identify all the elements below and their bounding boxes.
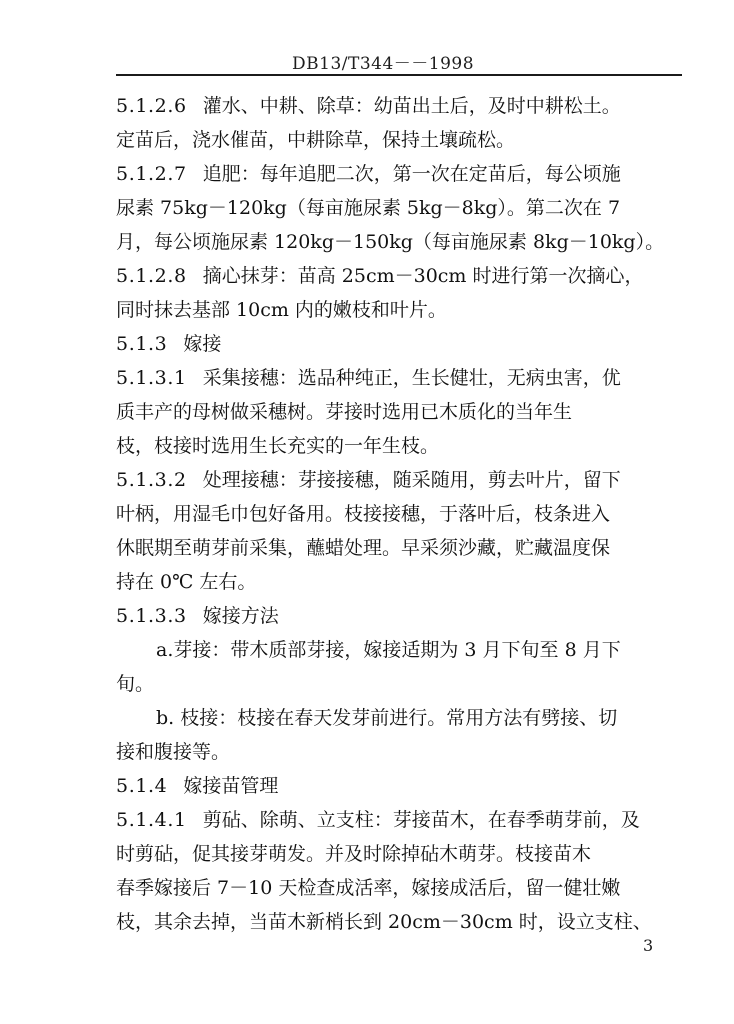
- line-text-10: 质丰产的母树做采穗树。芽接时选用已木质化的当年生: [116, 401, 573, 423]
- text-line-11: [116, 434, 439, 458]
- line-text-4: 尿素 75kg－120kg（每亩施尿素 5kg－8kg）。第二次在 7: [116, 197, 621, 219]
- text-line-5: [116, 230, 664, 254]
- text-line-21: [116, 774, 278, 798]
- text-line-18: [116, 672, 154, 696]
- section-number-5-1-3-3: 5.1.3.3: [116, 605, 187, 627]
- document-code: DB13/T344－－1998: [292, 54, 475, 74]
- text-line-14: [116, 536, 610, 560]
- line-text-7: 同时抹去基部 10cm 内的嫩枝和叶片。: [116, 299, 447, 321]
- line-text-23: 时剪砧，促其接芽萌发。并及时除掉砧木萌芽。枝接苗木: [116, 843, 592, 865]
- text-line-10: [116, 400, 572, 424]
- section-number-5-1-2-8: 5.1.2.8: [116, 265, 187, 287]
- line-text-15: 持在 0℃ 左右。: [116, 571, 257, 593]
- section-number-5-1-2-6: 5.1.2.6: [116, 95, 187, 117]
- line-text-16: 嫁接方法: [202, 605, 279, 627]
- text-line-17: [156, 638, 621, 662]
- line-text-20: 接和腹接等。: [116, 741, 231, 763]
- text-line-16: [116, 604, 279, 628]
- line-text-24: 春季嫁接后 7－10 天检查成活率，嫁接成活后，留一健壮嫩: [116, 877, 621, 899]
- line-text-22: 剪砧、除萌、立支柱：芽接苗木，在春季萌芽前，及: [202, 809, 640, 831]
- line-text-25: 枝，其余去掉，当苗木新梢长到 20cm－30cm 时，设立支柱、: [116, 911, 652, 933]
- text-line-1: [116, 94, 621, 118]
- text-line-9: [116, 366, 621, 390]
- line-text-9: 采集接穗：选品种纯正，生长健壮，无病虫害，优: [202, 367, 621, 389]
- line-text-17: a.芽接：带木质部芽接，嫁接适期为 3 月下旬至 8 月下: [156, 639, 621, 661]
- line-text-2: 定苗后，浇水催苗，中耕除草，保持土壤疏松。: [116, 129, 516, 151]
- line-text-11: 枝，枝接时选用生长充实的一年生枝。: [116, 435, 440, 457]
- text-line-2: [116, 128, 515, 152]
- text-line-3: [116, 162, 621, 186]
- line-text-1: 灌水、中耕、除草：幼苗出土后，及时中耕松土。: [202, 95, 621, 117]
- section-number-5-1-2-7: 5.1.2.7: [116, 163, 187, 185]
- header-rule: [116, 74, 682, 76]
- line-text-18: 旬。: [116, 673, 155, 695]
- text-line-24: [116, 876, 620, 900]
- text-line-25: [116, 910, 652, 934]
- text-line-23: [116, 842, 591, 866]
- line-text-3: 追肥：每年追肥二次，第一次在定苗后，每公顷施: [202, 163, 621, 185]
- section-number-5-1-4-1: 5.1.4.1: [116, 809, 187, 831]
- text-line-6: [116, 264, 643, 288]
- line-text-21: 嫁接苗管理: [183, 775, 279, 797]
- line-text-19: b. 枝接：枝接在春天发芽前进行。常用方法有劈接、切: [156, 707, 618, 729]
- section-number-5-1-3-2: 5.1.3.2: [116, 469, 187, 491]
- line-text-14: 休眠期至萌芽前采集，蘸蜡处理。早采须沙藏，贮藏温度保: [116, 537, 611, 559]
- line-text-8: 嫁接: [183, 333, 222, 355]
- text-line-12: [116, 468, 621, 492]
- text-line-7: [116, 298, 447, 322]
- section-number-5-1-3-1: 5.1.3.1: [116, 367, 187, 389]
- line-text-13: 叶柄，用湿毛巾包好备用。枝接接穗，于落叶后，枝条进入: [116, 503, 611, 525]
- text-line-8: [116, 332, 221, 356]
- line-text-12: 处理接穗：芽接接穗，随采随用，剪去叶片，留下: [202, 469, 621, 491]
- section-number-5-1-3: 5.1.3: [116, 333, 168, 355]
- text-line-19: [156, 706, 617, 730]
- text-line-20: [116, 740, 230, 764]
- line-text-5: 月，每公顷施尿素 120kg－150kg（每亩施尿素 8kg－10kg）。: [116, 231, 665, 253]
- text-line-22: [116, 808, 640, 832]
- page-number: 3: [643, 936, 654, 955]
- text-line-4: [116, 196, 620, 220]
- text-line-15: [116, 570, 256, 594]
- line-text-6: 摘心抹芽：苗高 25cm－30cm 时进行第一次摘心，: [202, 265, 644, 287]
- section-number-5-1-4: 5.1.4: [116, 775, 168, 797]
- text-line-13: [116, 502, 610, 526]
